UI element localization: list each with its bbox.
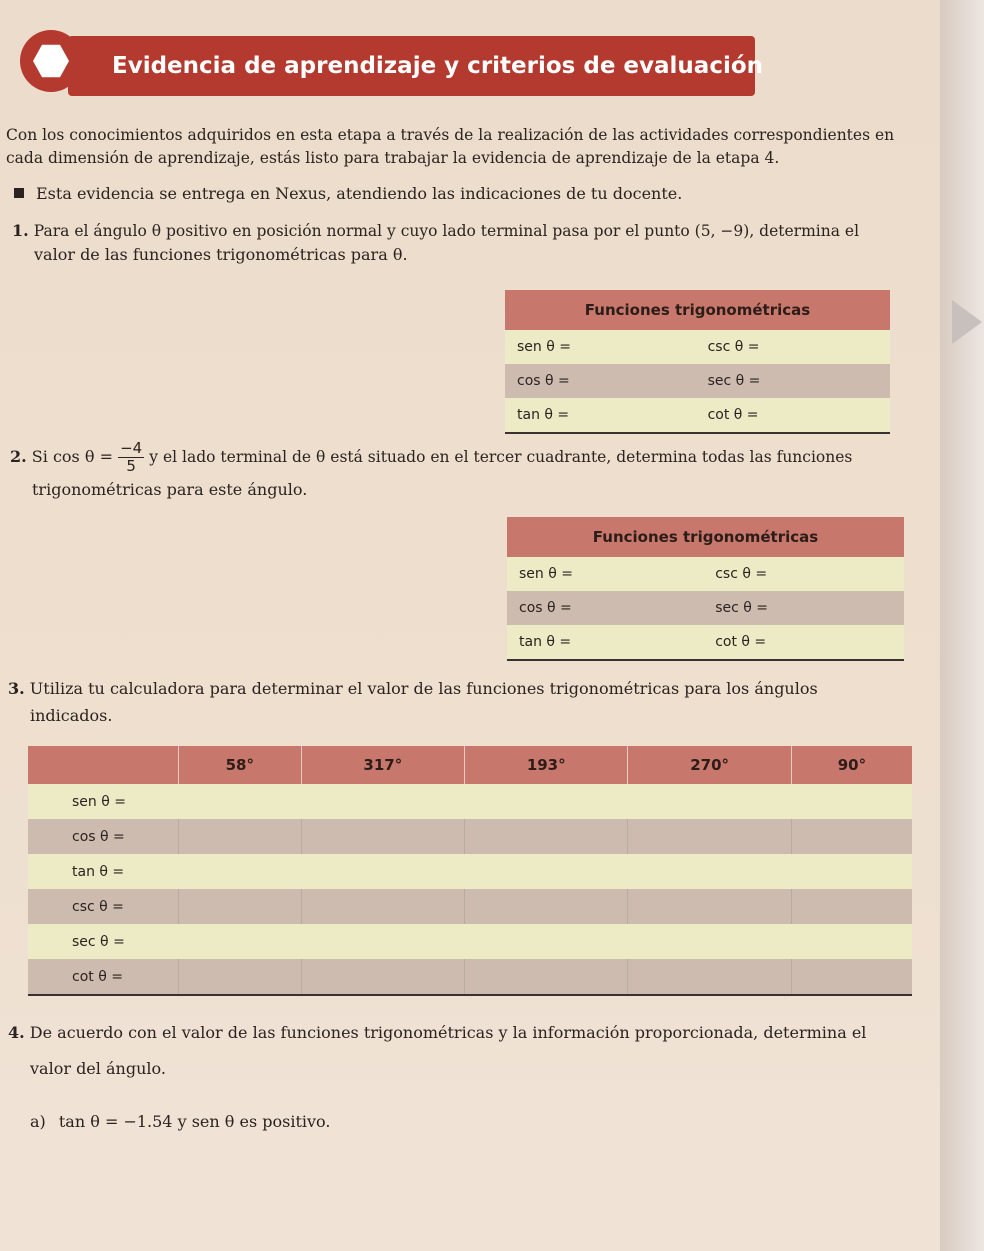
answer-cell[interactable] — [791, 819, 912, 854]
fraction-numerator: −4 — [120, 439, 143, 457]
question-2-line-2: trigonométricas para este ángulo. — [32, 480, 308, 499]
angle-header: 58° — [179, 746, 302, 784]
trig-table-2 — [507, 517, 904, 661]
question-2-number: 2. — [10, 447, 27, 466]
trig-table-2-cell[interactable]: sen θ = — [507, 557, 693, 591]
angles-table-corner — [28, 746, 179, 784]
question-4-line-2: valor del ángulo. — [30, 1059, 166, 1078]
trig-table-1-cell[interactable]: sec θ = — [686, 364, 890, 398]
question-4-line-1: De acuerdo con el valor de las funciones trigonométricas y la información proporcionada, determina el — [29, 1023, 867, 1042]
intro-text — [6, 124, 926, 170]
answer-cell[interactable] — [301, 889, 464, 924]
question-3-number: 3. — [8, 679, 25, 698]
function-label: tan θ = — [28, 854, 179, 889]
trig-table-1 — [505, 290, 890, 434]
item-a-text: tan θ = −1.54 y sen θ es positivo. — [58, 1112, 331, 1131]
item-a-label: a) — [30, 1112, 46, 1131]
function-label: sec θ = — [28, 924, 179, 959]
answer-cell[interactable] — [628, 959, 791, 995]
function-label: csc θ = — [28, 889, 179, 924]
question-2 — [10, 440, 925, 501]
answer-cell[interactable] — [301, 959, 464, 995]
answer-cell[interactable] — [628, 784, 791, 819]
question-1 — [12, 219, 924, 266]
answer-cell[interactable] — [179, 889, 302, 924]
angle-header: 90° — [791, 746, 912, 784]
trig-table-2-header: Funciones trigonométricas — [507, 517, 904, 557]
question-1-line-1: Para el ángulo θ positivo en posición normal y cuyo lado terminal pasa por el punto (5, −9), determina el — [33, 222, 860, 240]
angle-header: 270° — [628, 746, 791, 784]
answer-cell[interactable] — [628, 924, 791, 959]
question-4-item-a — [30, 1110, 630, 1133]
intro-line-2: cada dimensión de aprendizaje, estás listo para trabajar la evidencia de aprendizaje de la etapa 4. — [6, 149, 780, 167]
hexagon-icon — [20, 30, 82, 92]
answer-cell[interactable] — [465, 924, 628, 959]
answer-cell[interactable] — [301, 854, 464, 889]
answer-cell[interactable] — [179, 854, 302, 889]
answer-cell[interactable] — [791, 959, 912, 995]
function-label: sen θ = — [28, 784, 179, 819]
angle-header: 193° — [465, 746, 628, 784]
adjacent-page-edge — [940, 0, 984, 1251]
question-2-prefix: Si cos θ = — [31, 447, 113, 466]
question-3 — [8, 677, 928, 727]
fraction-denominator: 5 — [126, 457, 136, 475]
answer-cell[interactable] — [301, 924, 464, 959]
trig-table-1-cell[interactable]: tan θ = — [505, 398, 686, 433]
section-header — [20, 30, 764, 106]
trig-table-2-cell[interactable]: sec θ = — [693, 591, 904, 625]
question-1-line-2: valor de las funciones trigonométricas para θ. — [34, 245, 408, 264]
question-3-line-2: indicados. — [30, 706, 113, 725]
trig-table-1-header: Funciones trigonométricas — [505, 290, 890, 330]
question-1-number: 1. — [12, 221, 29, 240]
answer-cell[interactable] — [179, 959, 302, 995]
section-title: Evidencia de aprendizaje y criterios de evaluación — [112, 53, 764, 79]
trig-table-1-cell[interactable]: sen θ = — [505, 330, 686, 364]
function-label: cot θ = — [28, 959, 179, 995]
trig-table-2-cell[interactable]: csc θ = — [693, 557, 904, 591]
answer-cell[interactable] — [179, 784, 302, 819]
question-3-line-1: Utiliza tu calculadora para determinar el valor de las funciones trigonométricas para los ángulos — [29, 679, 818, 698]
answer-cell[interactable] — [791, 784, 912, 819]
trig-table-2-cell[interactable]: cos θ = — [507, 591, 693, 625]
angle-header: 317° — [301, 746, 464, 784]
answer-cell[interactable] — [628, 819, 791, 854]
answer-cell[interactable] — [301, 819, 464, 854]
answer-cell[interactable] — [465, 784, 628, 819]
intro-line-1: Con los conocimientos adquiridos en esta etapa a través de la realización de las actividades correspondientes en — [6, 126, 895, 144]
angles-table — [28, 746, 912, 996]
fraction — [118, 440, 144, 475]
page-edge-marker — [952, 300, 982, 344]
answer-cell[interactable] — [628, 889, 791, 924]
answer-cell[interactable] — [465, 854, 628, 889]
answer-cell[interactable] — [791, 854, 912, 889]
trig-table-2-cell[interactable]: tan θ = — [507, 625, 693, 660]
answer-cell[interactable] — [179, 924, 302, 959]
bullet-item — [14, 182, 914, 205]
answer-cell[interactable] — [791, 889, 912, 924]
trig-table-2-cell[interactable]: cot θ = — [693, 625, 904, 660]
answer-cell[interactable] — [179, 819, 302, 854]
question-4 — [8, 1021, 933, 1080]
bullet-square-icon — [14, 188, 24, 198]
answer-cell[interactable] — [628, 854, 791, 889]
trig-table-1-cell[interactable]: cos θ = — [505, 364, 686, 398]
answer-cell[interactable] — [465, 889, 628, 924]
answer-cell[interactable] — [465, 819, 628, 854]
question-4-number: 4. — [8, 1023, 25, 1042]
answer-cell[interactable] — [301, 784, 464, 819]
trig-table-1-cell[interactable]: csc θ = — [686, 330, 890, 364]
answer-cell[interactable] — [465, 959, 628, 995]
trig-table-1-cell[interactable]: cot θ = — [686, 398, 890, 433]
answer-cell[interactable] — [791, 924, 912, 959]
bullet-text: Esta evidencia se entrega en Nexus, atendiendo las indicaciones de tu docente. — [36, 184, 683, 203]
function-label: cos θ = — [28, 819, 179, 854]
question-2-suffix: y el lado terminal de θ está situado en el tercer cuadrante, determina todas las funciones — [149, 448, 853, 466]
